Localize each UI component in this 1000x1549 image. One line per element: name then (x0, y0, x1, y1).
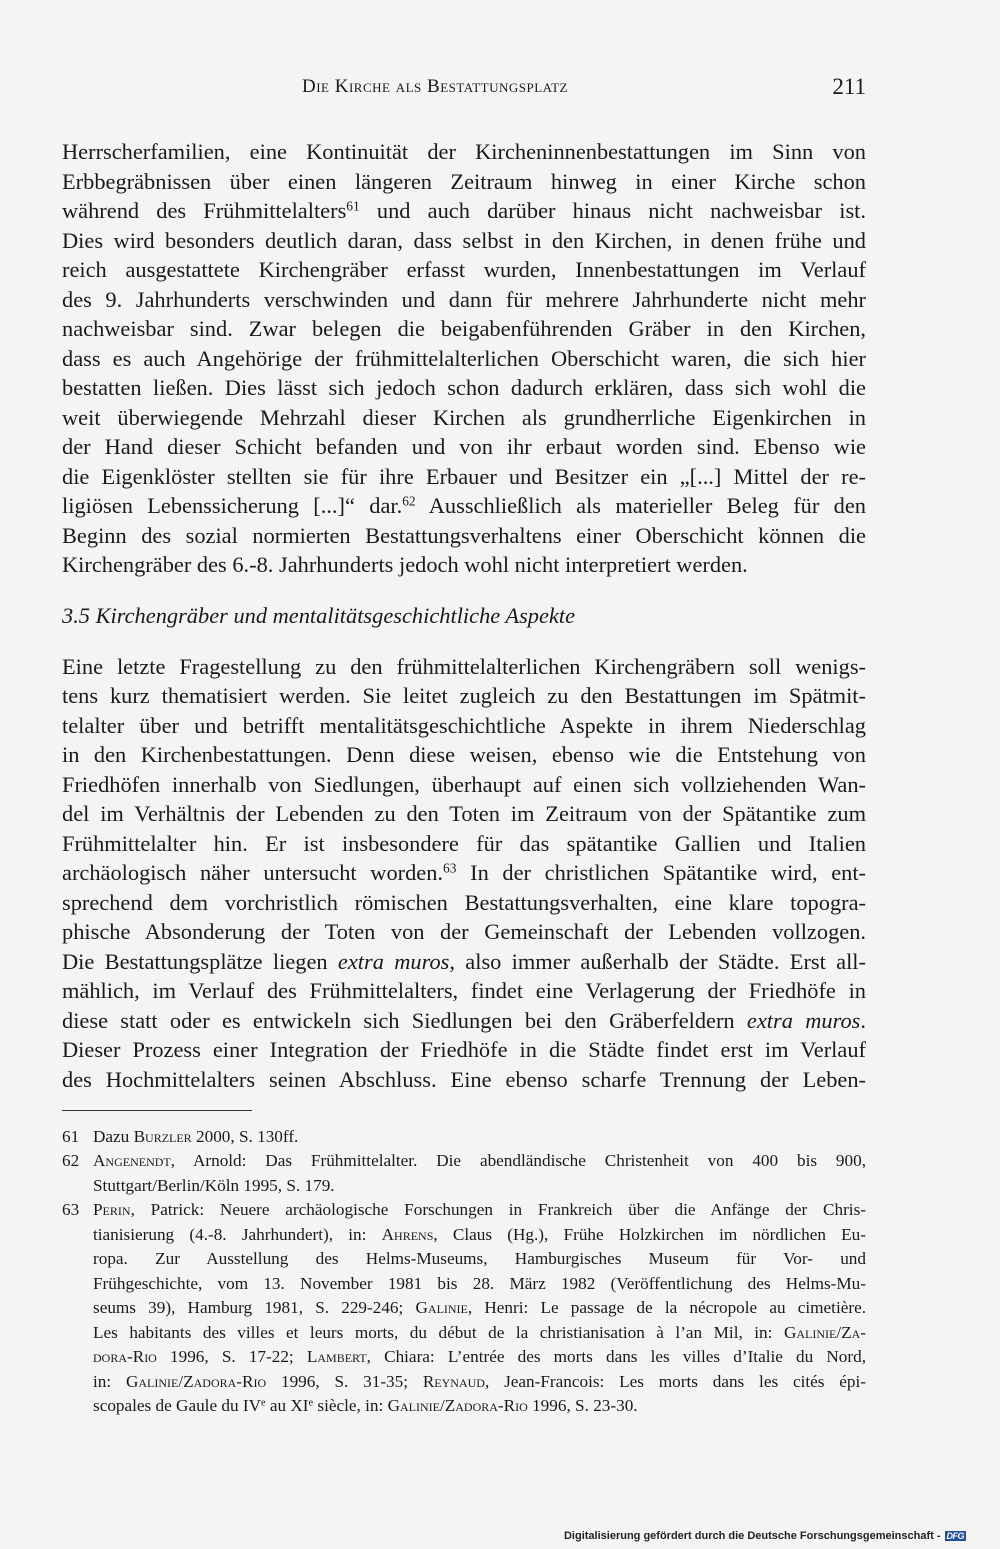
body-line: ligiösen Lebenssicherung [...]“ dar.$^{62}$ Ausschließlich als materieller Beleg für den (62, 493, 866, 518)
body-line: Friedhöfen innerhalb von Siedlungen, überhaupt auf einen sich vollziehenden Wan- (62, 772, 866, 797)
body-line: sprechend dem vorchristlich römischen Bestattungsverhalten, eine klare topogra- (62, 890, 866, 915)
body-line: Eine letzte Fragestellung zu den frühmittelalterlichen Kirchengräbern soll wenigs- (62, 654, 866, 679)
footnote-divider (62, 1110, 252, 1111)
body-line: der Hand dieser Schicht befanden und von ihr erbaut worden sind. Ebenso wie (62, 434, 866, 459)
body-line: Frühmittelalter hin. Er ist insbesondere für das spätantike Gallien und Italien (62, 831, 866, 856)
footnote-62-cont: Stuttgart/Berlin/Köln 1995, S. 179. (93, 1176, 335, 1195)
footnote-ref: 62 (402, 493, 416, 509)
footnote-63-cont: dora-Rio 1996, S. 17-22; Lambert, Chiara: L’entrée des morts dans les villes d’Italie du Nord, (93, 1347, 866, 1366)
body-line: dass es auch Angehörige der frühmittelalterlichen Oberschicht waren, die sich hier (62, 346, 866, 371)
body-line: Kirchengräber des 6.-8. Jahrhunderts jedoch wohl nicht interpretiert werden. (62, 552, 748, 577)
footnote-63-cont: ropa. Zur Ausstellung des Helms-Museums, Hamburgisches Museum für Vor- und (93, 1249, 866, 1268)
page-number: 211 (832, 74, 866, 99)
body-line: mählich, im Verlauf des Frühmittelalters, findet eine Verlagerung der Friedhöfe in (62, 978, 866, 1003)
footnote-ref: 63 (443, 860, 457, 876)
section-heading: 3.5 Kirchengräber und mentalitätsgeschichtliche Aspekte (62, 603, 576, 628)
digitization-credit (564, 1530, 966, 1542)
body-line: in den Kirchenbestattungen. Denn diese weisen, ebenso wie die Entstehung von (62, 742, 866, 767)
body-line: diese statt oder es entwickeln sich Siedlungen bei den Gräberfeldern extra muros. (62, 1008, 866, 1033)
footnote-63-cont: scopales de Gaule du IVe au XIe siècle, in: Galinie/Zadora-Rio 1996, S. 23-30. (93, 1396, 638, 1415)
body-line: reich ausgestattete Kirchengräber erfasst wurden, Innenbestattungen im Verlauf (62, 257, 866, 282)
body-line: archäologisch näher untersucht worden.$^{63}$ In der christlichen Spätantike wird, ent- (62, 860, 867, 885)
footnote-61: 61 Dazu Burzler 2000, S. 130ff. (62, 1127, 299, 1146)
body-line: bestatten ließen. Dies lässt sich jedoch schon dadurch erklären, dass sich wohl die (62, 375, 866, 400)
body-line: Dieser Prozess einer Integration der Friedhöfe in die Städte findet erst im Verlauf (62, 1037, 866, 1062)
body-line: tens kurz thematisiert werden. Sie leitet zugleich zu den Bestattungen im Spätmit- (62, 683, 866, 708)
body-line: Beginn des sozial normierten Bestattungsverhaltens einer Oberschicht können die (62, 523, 866, 548)
body-line: des 9. Jahrhunderts verschwinden und dann für mehrere Jahrhunderte nicht mehr (62, 287, 866, 312)
dfg-logo: DFG (946, 1531, 964, 1541)
footnote-63-cont: seums 39), Hamburg 1981, S. 229-246; Galinie, Henri: Le passage de la nécropole au cimetière. (93, 1298, 866, 1317)
body-line: phische Absonderung der Toten von der Gemeinschaft der Lebenden vollzogen. (62, 919, 866, 944)
body-line: Die Bestattungsplätze liegen extra muros, also immer außerhalb der Städte. Erst all- (62, 949, 866, 974)
body-line: telalter über und betrifft mentalitätsgeschichtliche Aspekte in ihrem Niederschlag (62, 713, 866, 738)
body-line: del im Verhältnis der Lebenden zu den Toten im Zeitraum von der Spätantike zum (62, 801, 866, 826)
footnote-63: 63 Perin, Patrick: Neuere archäologische Forschungen in Frankreich über die Anfänge der Chris- (62, 1200, 866, 1219)
footnote-63-cont: in: Galinie/Zadora-Rio 1996, S. 31-35; Reynaud, Jean-Francois: Les morts dans les cités épi- (93, 1372, 866, 1391)
footnote-ref: 61 (346, 198, 360, 214)
footnote-63-cont: tianisierung (4.-8. Jahrhundert), in: Ahrens, Claus (Hg.), Frühe Holzkirchen im nördlichen Eu- (93, 1225, 866, 1244)
body-line: Dies wird besonders deutlich daran, dass selbst in den Kirchen, in denen frühe und (62, 228, 866, 253)
body-line: weit überwiegende Mehrzahl dieser Kirchen als grundherrliche Eigenkirchen in (62, 405, 866, 430)
body-line: die Eigenklöster stellten sie für ihre Erbauer und Besitzer ein „[...] Mittel der re- (62, 464, 866, 489)
credit-text: Digitalisierung gefördert durch die Deutsche Forschungsgemeinschaft - (563, 1530, 941, 1542)
body-line: Herrscherfamilien, eine Kontinuität der Kircheninnenbestattungen im Sinn von (62, 139, 866, 164)
body-line: während des Frühmittelalters$^{61}$ und auch darüber hinaus nicht nachweisbar ist. (62, 198, 866, 223)
body-line: Erbbegräbnissen über einen längeren Zeitraum hinweg in einer Kirche schon (62, 169, 866, 194)
running-title: Die Kirche als Bestattungsplatz (302, 76, 568, 97)
footnote-62: 62 Angenendt, Arnold: Das Frühmittelalter. Die abendländische Christenheit von 400 bis 900, (62, 1151, 866, 1170)
body-line: des Hochmittelalters seinen Abschluss. Eine ebenso scharfe Trennung der Leben- (62, 1067, 866, 1092)
footnote-63-cont: Les habitants des villes et leurs morts, du début de la christianisation à l’an Mil, in: Galinie/Za- (93, 1323, 866, 1342)
running-head (62, 74, 866, 104)
body-line: nachweisbar sind. Zwar belegen die beigabenführenden Gräber in den Kirchen, (62, 316, 866, 341)
footnote-63-cont: Frühgeschichte, vom 13. November 1981 bis 28. März 1982 (Veröffentlichung des Helms-Mu- (93, 1274, 866, 1293)
